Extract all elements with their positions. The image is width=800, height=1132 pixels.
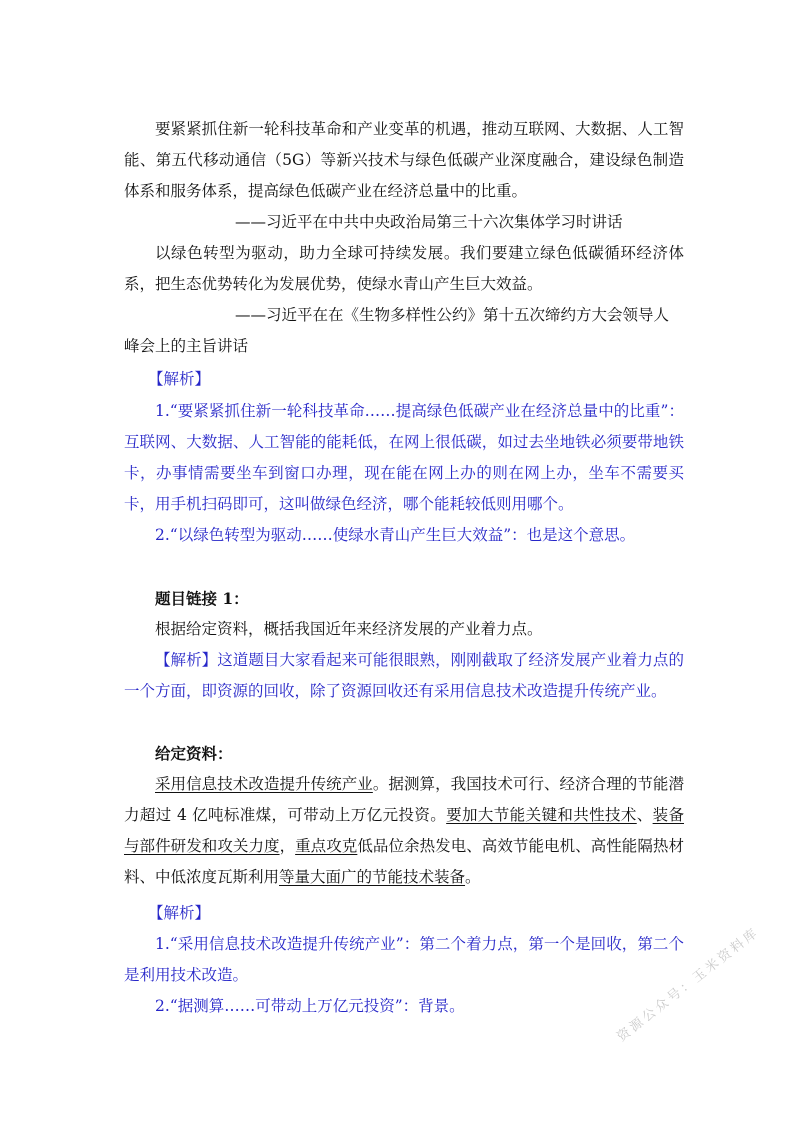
quote2-attribution-line2: 峰会上的主旨讲话 bbox=[124, 337, 249, 355]
quote1-attribution: ——习近平在中共中央政治局第三十六次集体学习时讲话 bbox=[235, 213, 623, 231]
watermark: 资源公众号：玉米资料库 bbox=[614, 924, 763, 1045]
question-analysis-label: 【解析】 bbox=[155, 651, 218, 669]
material-underline-9: 等量大面广的节能技术装备 bbox=[279, 868, 466, 886]
material-underline-1: 采用信息技术改造提升传统产业 bbox=[155, 775, 373, 793]
question-analysis bbox=[124, 645, 684, 707]
material-text-8: 低品位余热发电、高效节能电机、高性能隔热材料、中低浓度瓦斯利用 bbox=[124, 837, 684, 886]
analysis2-label: 【解析】 bbox=[148, 904, 211, 922]
material-text-6: ， bbox=[279, 837, 296, 855]
analysis1-item2: 2.“以绿色转型为驱动……使绿水青山产生巨大效益”：也是这个意思。 bbox=[155, 526, 636, 544]
analysis2-item2: 2.“据测算……可带动上万亿元投资”：背景。 bbox=[155, 997, 465, 1015]
analysis2-item1: 1.“采用信息技术改造提升传统产业”：第二个着力点，第一个是回收，第二个是利用技术改造。 bbox=[124, 935, 684, 984]
material-body bbox=[124, 769, 684, 893]
material-text-2: 。据测算，我国技术可行、经济合理的节能潜力超过 4 亿吨标准煤，可带动上万亿元投资。 bbox=[124, 775, 684, 824]
quote2-attribution-line1: ——习近平在在《生物多样性公约》第十五次缔约方大会领导人 bbox=[235, 306, 670, 324]
question-analysis-text: 这道题目大家看起来可能很眼熟，刚刚截取了经济发展产业着力点的一个方面，即资源的回收，除了资源回收还有采用信息技术改造提升传统产业。 bbox=[124, 651, 684, 700]
quote2-text: 以绿色转型为驱动，助力全球可持续发展。我们要建立绿色低碳循环经济体系，把生态优势转化为发展优势，使绿水青山产生巨大效益。 bbox=[124, 244, 684, 293]
material-underline-7: 重点攻克 bbox=[295, 837, 358, 855]
quote1-text: 要紧紧抓住新一轮科技革命和产业变革的机遇，推动互联网、大数据、人工智能、第五代移动通信（5G）等新兴技术与绿色低碳产业深度融合，建设绿色制造体系和服务体系，提高绿色低碳产业在经济总量中的比重。 bbox=[124, 120, 684, 200]
analysis1-label: 【解析】 bbox=[148, 370, 211, 388]
question-text: 根据给定资料，概括我国近年来经济发展的产业着力点。 bbox=[155, 620, 543, 638]
material-underline-5: 装备与部件研发和攻关力度 bbox=[124, 806, 684, 855]
material-text-4: 、 bbox=[636, 806, 653, 824]
material-underline-3: 要加大节能关键和共性技术 bbox=[446, 806, 637, 824]
analysis1-item1: 1.“要紧紧抓住新一轮科技革命……提高绿色低碳产业在经济总量中的比重”：互联网、大数据、人工智能的能耗低，在网上很低碳，如过去坐地铁必须要带地铁卡，办事情需要坐车到窗口办理，现在能在网上办的则在网上办，坐车不需要买卡，用手机扫码即可，这叫做绿色经济，哪个能耗较低则用哪个。 bbox=[124, 402, 684, 513]
material-heading: 给定资料： bbox=[155, 744, 233, 763]
question-heading: 题目链接 1： bbox=[155, 589, 249, 608]
material-text-10: 。 bbox=[465, 868, 481, 886]
